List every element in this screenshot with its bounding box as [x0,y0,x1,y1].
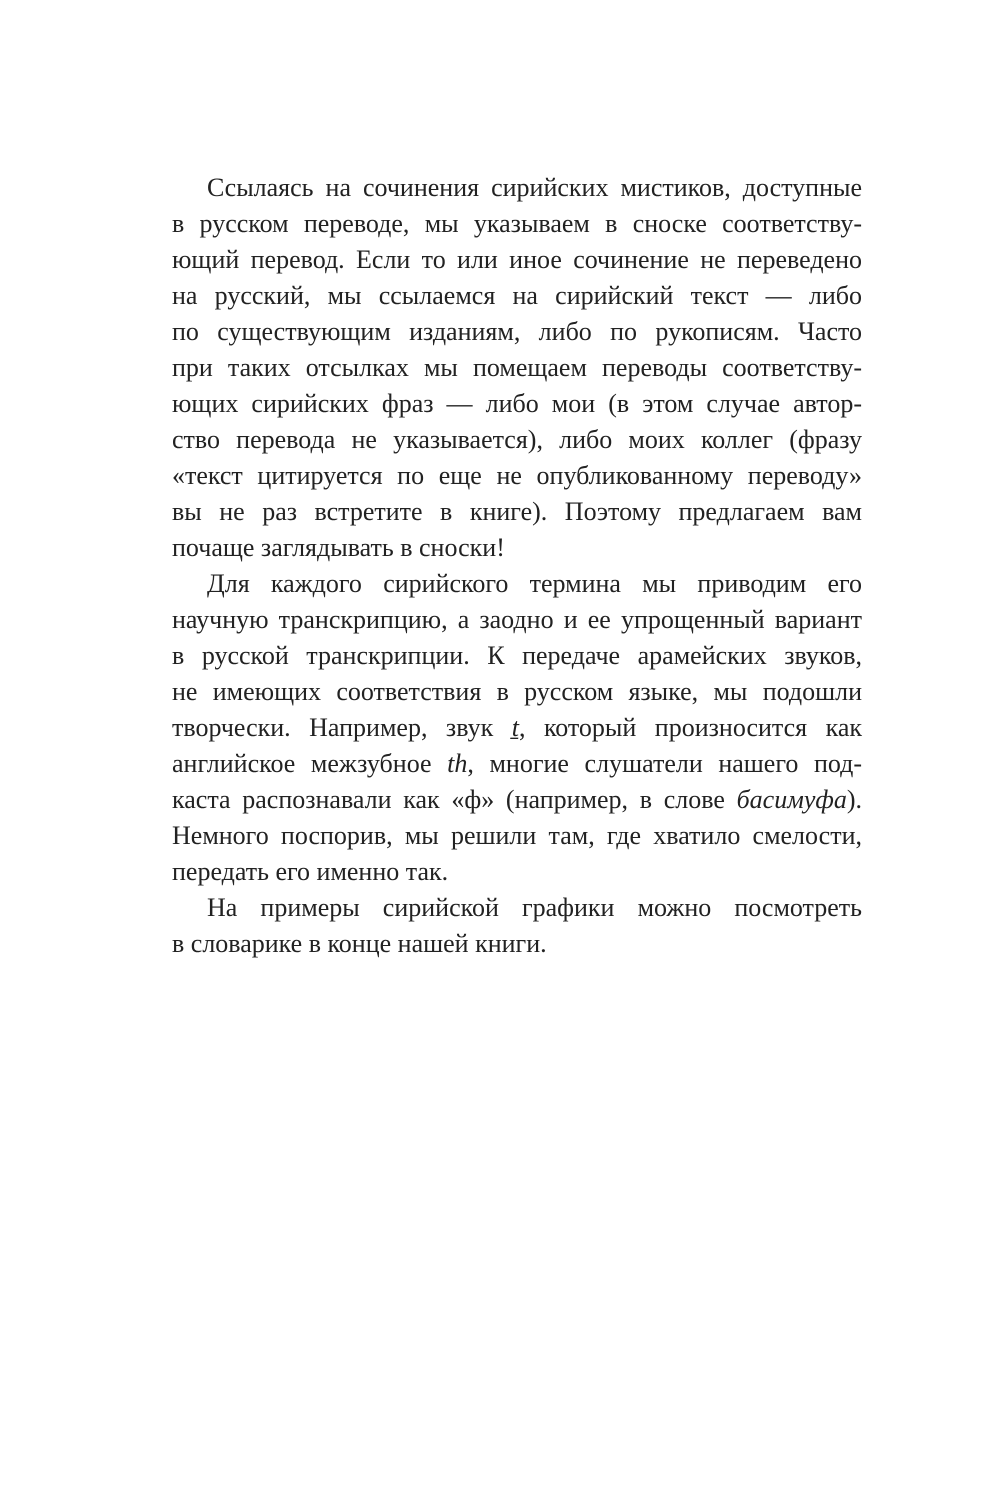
text-line [172,278,862,314]
line-text: при таких отсылках мы помещаем переводы соответству- [172,353,862,382]
line-text: в русской транскрипции. К передаче арамейских звуков, [172,641,862,670]
line-text: На примеры сирийской графики можно посмотреть [207,893,862,922]
text-line [172,458,862,494]
line-text: почаще заглядывать в сноски! [172,533,505,562]
text-line [172,494,862,530]
line-text: по существующим изданиям, либо по рукописям. Часто [172,317,862,346]
text-line [172,242,862,278]
line-text: ющих сирийских фраз — либо мои (в этом случае автор- [172,389,862,418]
line-text: Ссылаясь на сочинения сирийских мистиков, доступные [207,173,862,202]
body-text [172,170,862,962]
text-line [172,818,862,854]
line-text: не имеющих соответствия в русском языке, мы подошли [172,677,862,706]
line-text: передать его именно так. [172,857,449,886]
line-text: в словарике в конце нашей книги. [172,929,547,958]
line-text: вы не раз встретите в книге). Поэтому предлагаем вам [172,497,862,526]
text-line-last [172,854,862,890]
text-line [172,710,862,746]
text-line [172,602,862,638]
paragraph-3 [172,890,862,962]
paragraph-1 [172,170,862,566]
text-line [172,314,862,350]
text-line [172,746,862,782]
text-line [172,782,862,818]
text-line [172,566,862,602]
italic-transliteration: ṯ [511,713,519,742]
line-text: английское межзубное [172,749,448,778]
italic-term: басимуфа [736,785,847,814]
line-text: на русский, мы ссылаемся на сирийский текст — либо [172,281,862,310]
line-text: каста распознавали как «ф» (например, в слове [172,785,737,814]
line-text: «текст цитируется по еще не опубликованному переводу» [172,461,862,490]
text-line [172,386,862,422]
line-text: ). [846,785,862,814]
text-line [172,674,862,710]
text-line [172,638,862,674]
line-text: ющий перевод. Если то или иное сочинение не переведено [172,245,862,274]
line-text: Немного поспорив, мы решили там, где хватило смелости, [172,821,862,850]
line-text: , многие слушатели нашего под- [467,749,863,778]
text-line [172,350,862,386]
line-text: ство перевода не указывается), либо моих коллег (фразу [172,425,862,454]
text-line-last [172,926,862,962]
paragraph-2 [172,566,862,890]
line-text: Для каждого сирийского термина мы приводим его [207,569,862,598]
text-line [172,422,862,458]
italic-term: th [447,749,468,778]
line-text: в русском переводе, мы указываем в сноске соответству- [172,209,862,238]
line-text: , который произносится как [518,713,862,742]
text-line [172,170,862,206]
text-line-last [172,530,862,566]
text-line [172,206,862,242]
line-text: научную транскрипцию, а заодно и ее упрощенный вариант [172,605,862,634]
text-line [172,890,862,926]
line-text: творчески. Например, звук [172,713,512,742]
